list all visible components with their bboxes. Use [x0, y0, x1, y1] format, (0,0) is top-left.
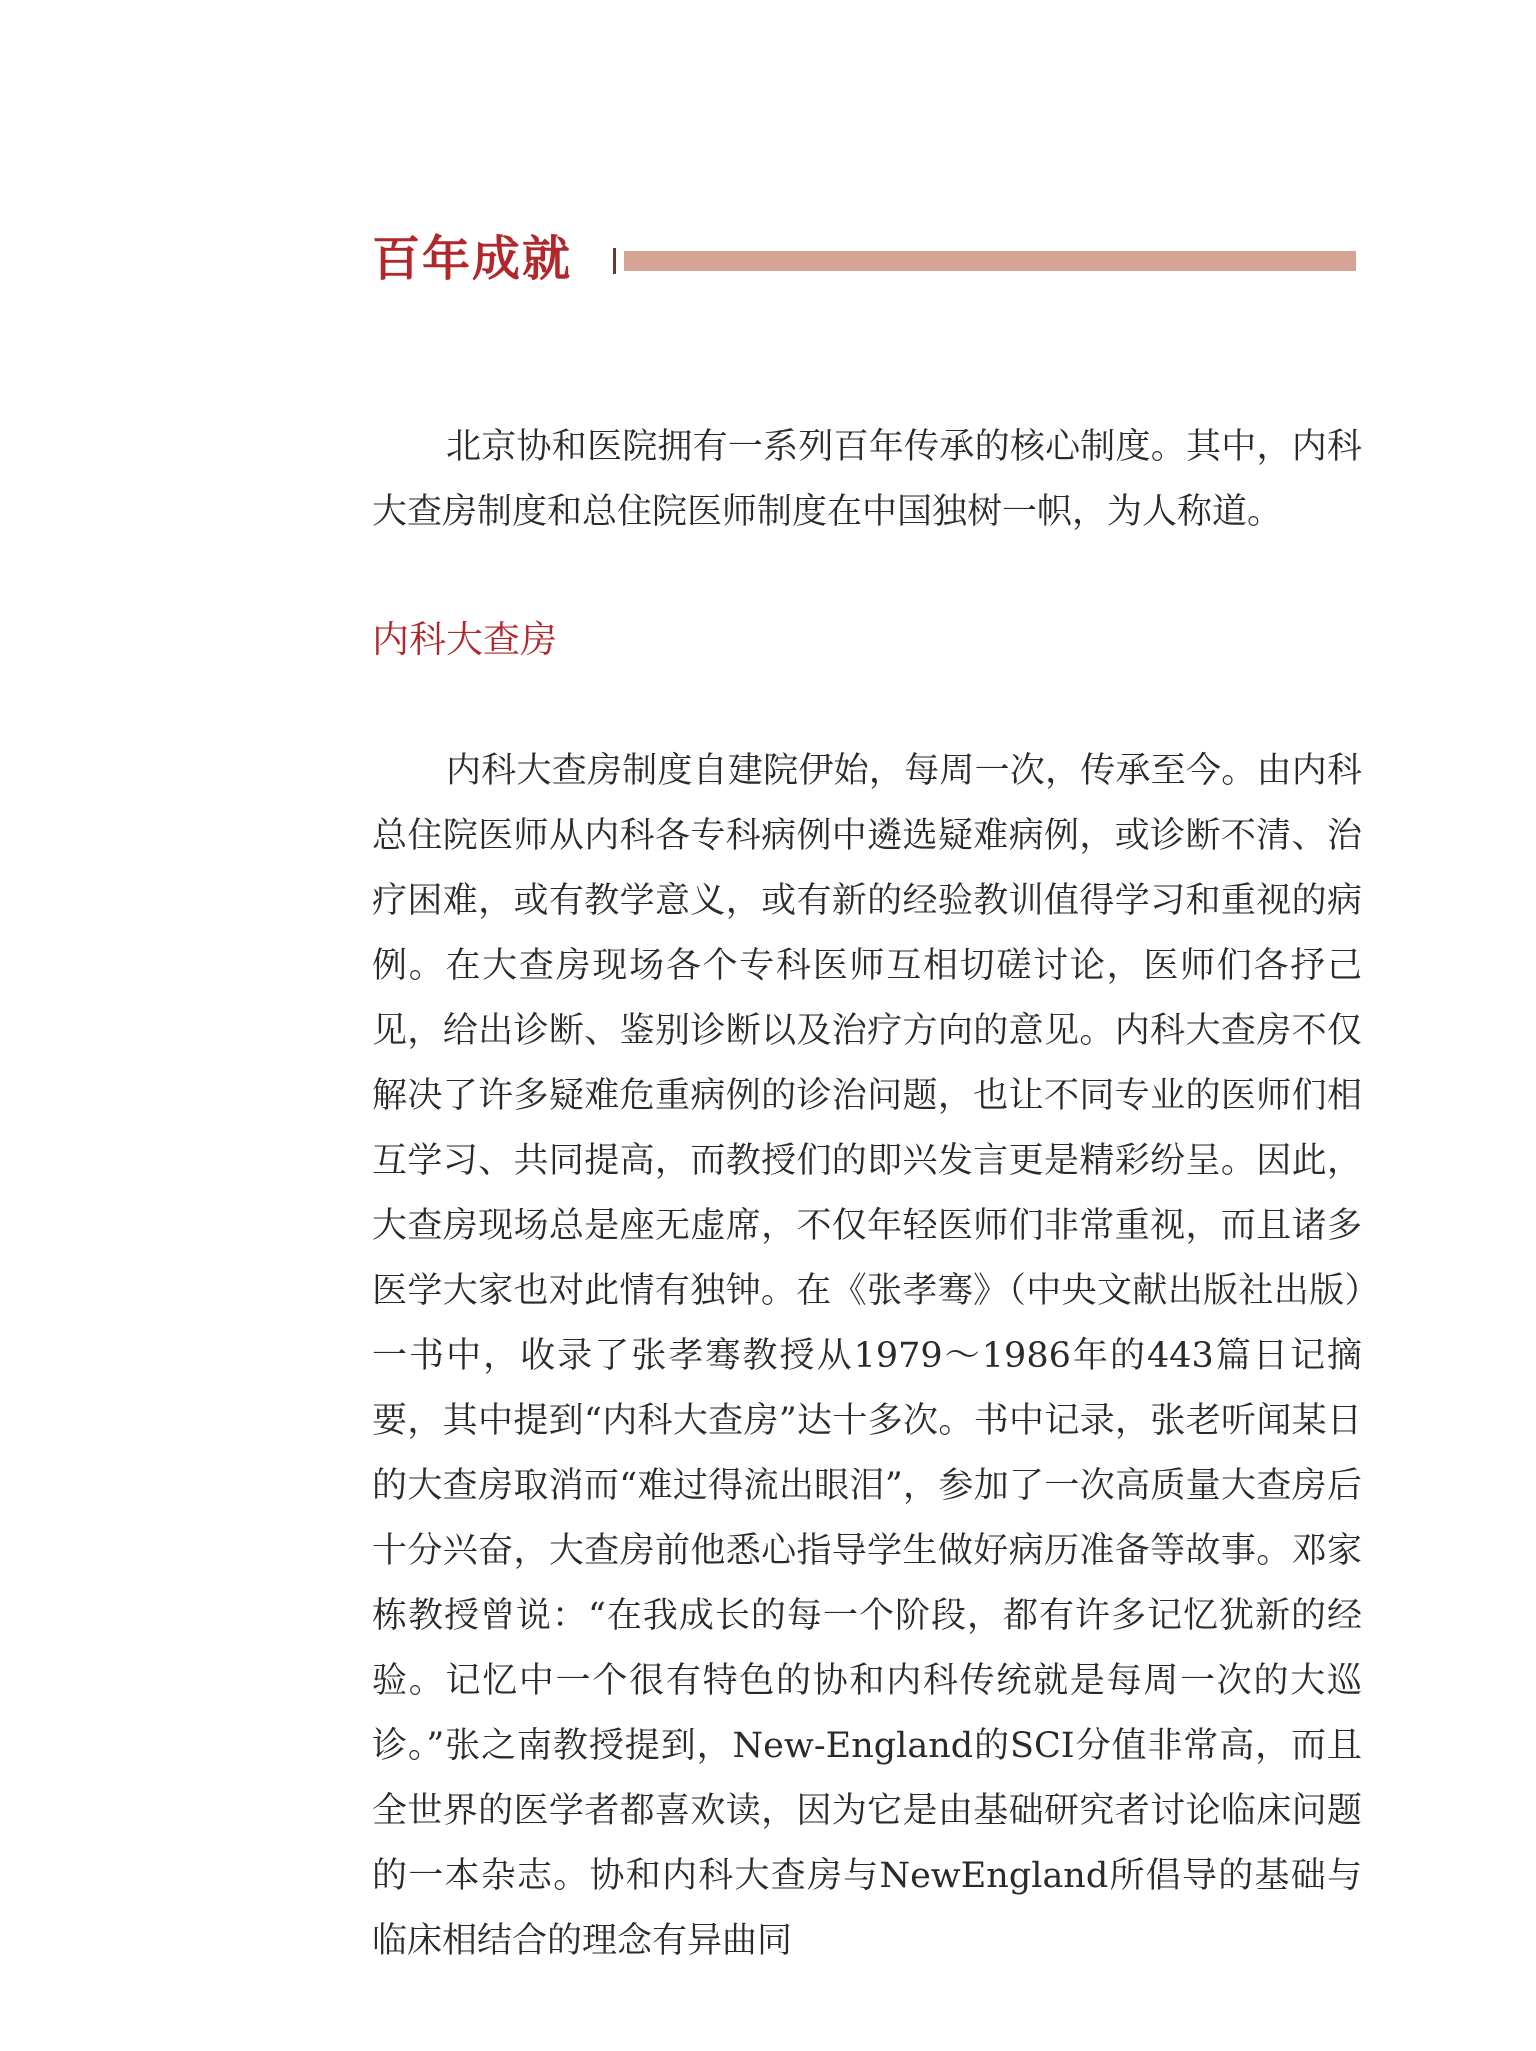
- subsection-heading: 内科大查房: [372, 618, 557, 661]
- title-divider-tick: [613, 248, 616, 274]
- subsection-paragraph: 内科大查房制度自建院伊始，每周一次，传承至今。由内科总住院医师从内科各专科病例中遴选疑难病例，或诊断不清、治疗困难，或有教学意义，或有新的经验教训值得学习和重视的病例。在大查房现场各个专科医师互相切磋讨论，医师们各抒己见，给出诊断、鉴别诊断以及治疗方向的意见。内科大查房不仅解决了许多疑难危重病例的诊治问题，也让不同专业的医师们相互学习、共同提高，而教授们的即兴发言更是精彩纷呈。因此，大查房现场总是座无虚席，不仅年轻医师们非常重视，而且诸多医学大家也对此情有独钟。在《张孝骞》（中央文献出版社出版）一书中，收录了张孝骞教授从1979～1986年的443篇日记摘要，其中提到“内科大查房”达十多次。书中记录，张老听闻某日的大查房取消而“难过得流出眼泪”，参加了一次高质量大查房后十分兴奋，大查房前他悉心指导学生做好病历准备等故事。邓家栋教授曾说：“在我成长的每一个阶段，都有许多记忆犹新的经验。记忆中一个很有特色的协和内科传统就是每周一次的大巡诊。”张之南教授提到，New-England的SCI分值非常高，而且全世界的医学者都喜欢读，因为它是由基础研究者讨论临床问题的一本杂志。协和内科大查房与NewEngland所倡导的基础与临床相结合的理念有异曲同: [372, 751, 1362, 1961]
- section-header: [372, 228, 1356, 290]
- intro-paragraph: 北京协和医院拥有一系列百年传承的核心制度。其中，内科大查房制度和总住院医师制度在中国独树一帜，为人称道。: [372, 427, 1362, 532]
- title-decorative-bar: [624, 251, 1356, 271]
- section-title: 百年成就: [372, 231, 573, 287]
